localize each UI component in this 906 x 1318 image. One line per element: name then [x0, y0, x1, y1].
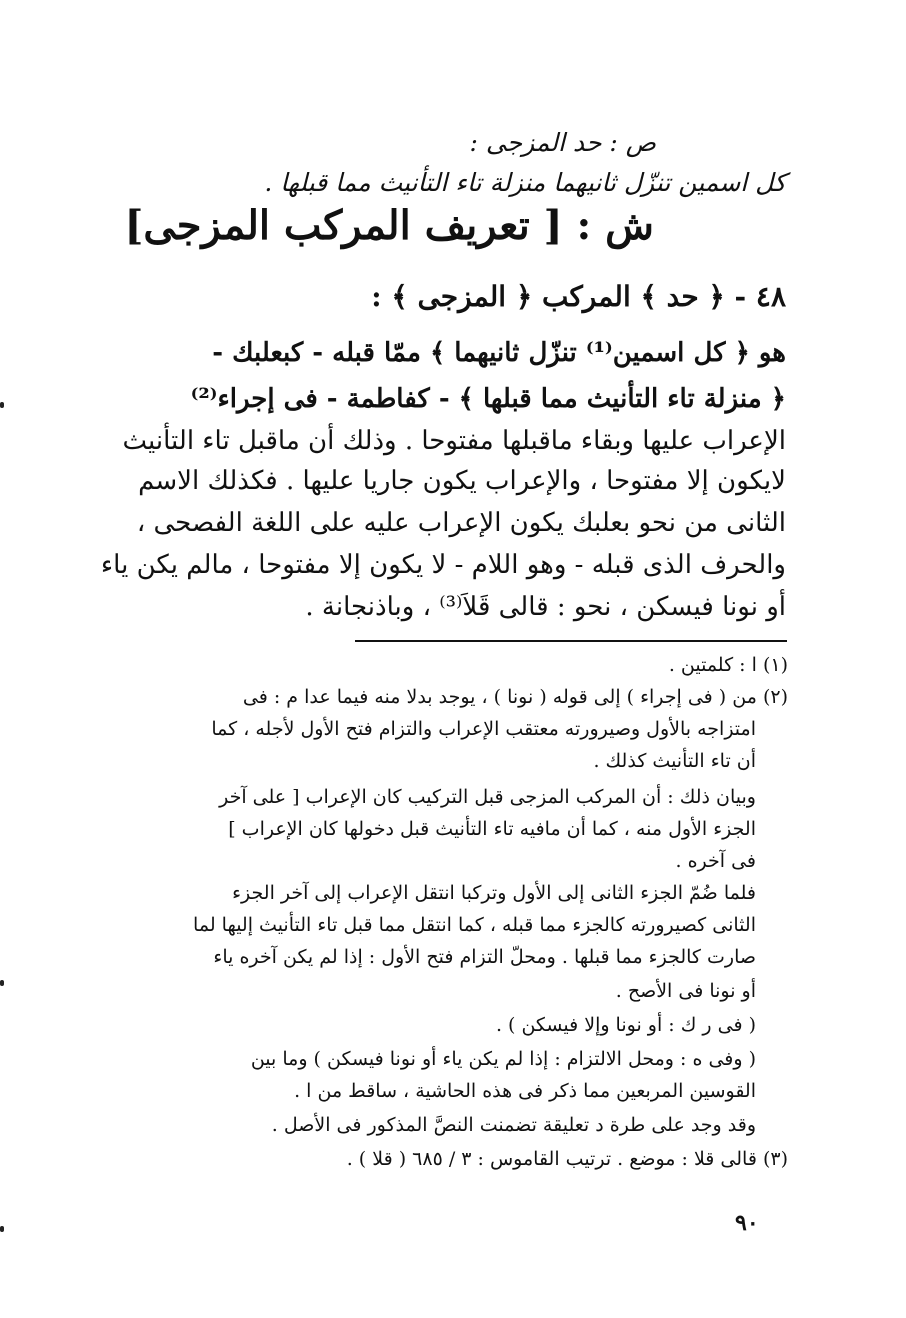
- body-line-5: الثانى من نحو بعلبك يكون الإعراب عليه على اللغة الفصحى ،: [136, 508, 786, 538]
- body-line-7: أو نونا فيسكن ، نحو : قالى قَلاَ⁽³⁾ ، وباذنجانة .: [305, 592, 786, 622]
- body-line-2: ﴿ منزلة تاء التأنيث مما قبلها ﴾ - كفاطمة - فى إجراء⁽²⁾: [190, 384, 786, 414]
- footnote-line: ( وفى ه : ومحل الالتزام : إذا لم يكن ياء أو نونا فيسكن ) وما بين: [250, 1048, 756, 1070]
- body-line-3: الإعراب عليها وبقاء ماقبلها مفتوحا . وذلك أن ماقبل تاء التأنيث: [122, 426, 786, 456]
- footnote-line: فى آخره .: [675, 850, 756, 872]
- footnote-line: الثانى كصيرورته كالجزء مما قبله ، كما انتقل مما قبل تاء التأنيث إليها لما: [193, 914, 756, 936]
- footnote-line: فلما ضُمّ الجزء الثانى إلى الأول وتركبا انتقل الإعراب إلى آخر الجزء: [232, 882, 756, 904]
- body-line-4: لايكون إلا مفتوحا ، والإعراب يكون جاريا عليها . فكذلك الاسم: [138, 466, 786, 496]
- footnote-line: امتزاجه بالأول وصيرورته معتقب الإعراب والتزام فتح الأول لأجله ، كما: [211, 718, 756, 740]
- footnote-line: أن تاء التأنيث كذلك .: [593, 750, 756, 772]
- footnote-1: (١) ا : كلمتين .: [668, 654, 788, 676]
- section-heading: ش : [ تعريف المركب المزجى]: [124, 202, 654, 249]
- footnote-line: القوسين المربعين مما ذكر فى هذه الحاشية ، ساقط من ا .: [294, 1080, 756, 1102]
- footnote-2: (٢) من ( فى إجراء ) إلى قوله ( نونا ) ، يوجد بدلا منه فيما عدا م : فى: [242, 686, 788, 708]
- footnote-line: ( فى ر ك : أو نونا وإلا فيسكن ) .: [495, 1014, 756, 1036]
- scan-speck: [0, 980, 4, 986]
- header-line-2: كل اسمين تنزّل ثانيهما منزلة تاء التأنيث مما قبلها .: [264, 168, 786, 197]
- footnote-line: الجزء الأول منه ، كما أن مافيه تاء التأنيث قبل دخولها كان الإعراب ]: [228, 818, 756, 840]
- footnote-line: أو نونا فى الأصح .: [615, 980, 756, 1002]
- scan-speck: [0, 1226, 4, 1232]
- footnote-line: صارت كالجزء مما قبلها . ومحلّ التزام فتح الأول : إذا لم يكن آخره ياء: [213, 946, 756, 968]
- scan-speck: [0, 402, 4, 408]
- footnote-line: وقد وجد على طرة د تعليقة تضمنت النصَّ المذكور فى الأصل .: [271, 1114, 756, 1136]
- section-subheading: ٤٨ - ﴿ حد ﴾ المركب ﴿ المزجى ﴾ :: [371, 280, 786, 313]
- header-line-1: ص : حد المزجى :: [469, 128, 656, 157]
- page-number: ٩٠: [735, 1210, 759, 1236]
- footnote-3: (٣) قالى قلا : موضع . ترتيب القاموس : ٣ / ٦٨٥ ( قلا ) .: [346, 1148, 788, 1170]
- body-line-6: والحرف الذى قبله - وهو اللام - لا يكون إلا مفتوحا ، مالم يكن ياء: [100, 550, 786, 580]
- footnote-separator: [355, 640, 787, 642]
- body-line-1: هو ﴿ كل اسمين⁽¹⁾ تنزّل ثانيهما ﴾ ممّا قبله - كبعلبك -: [212, 338, 786, 368]
- footnote-line: وبيان ذلك : أن المركب المزجى قبل التركيب كان الإعراب [ على آخر: [219, 786, 756, 808]
